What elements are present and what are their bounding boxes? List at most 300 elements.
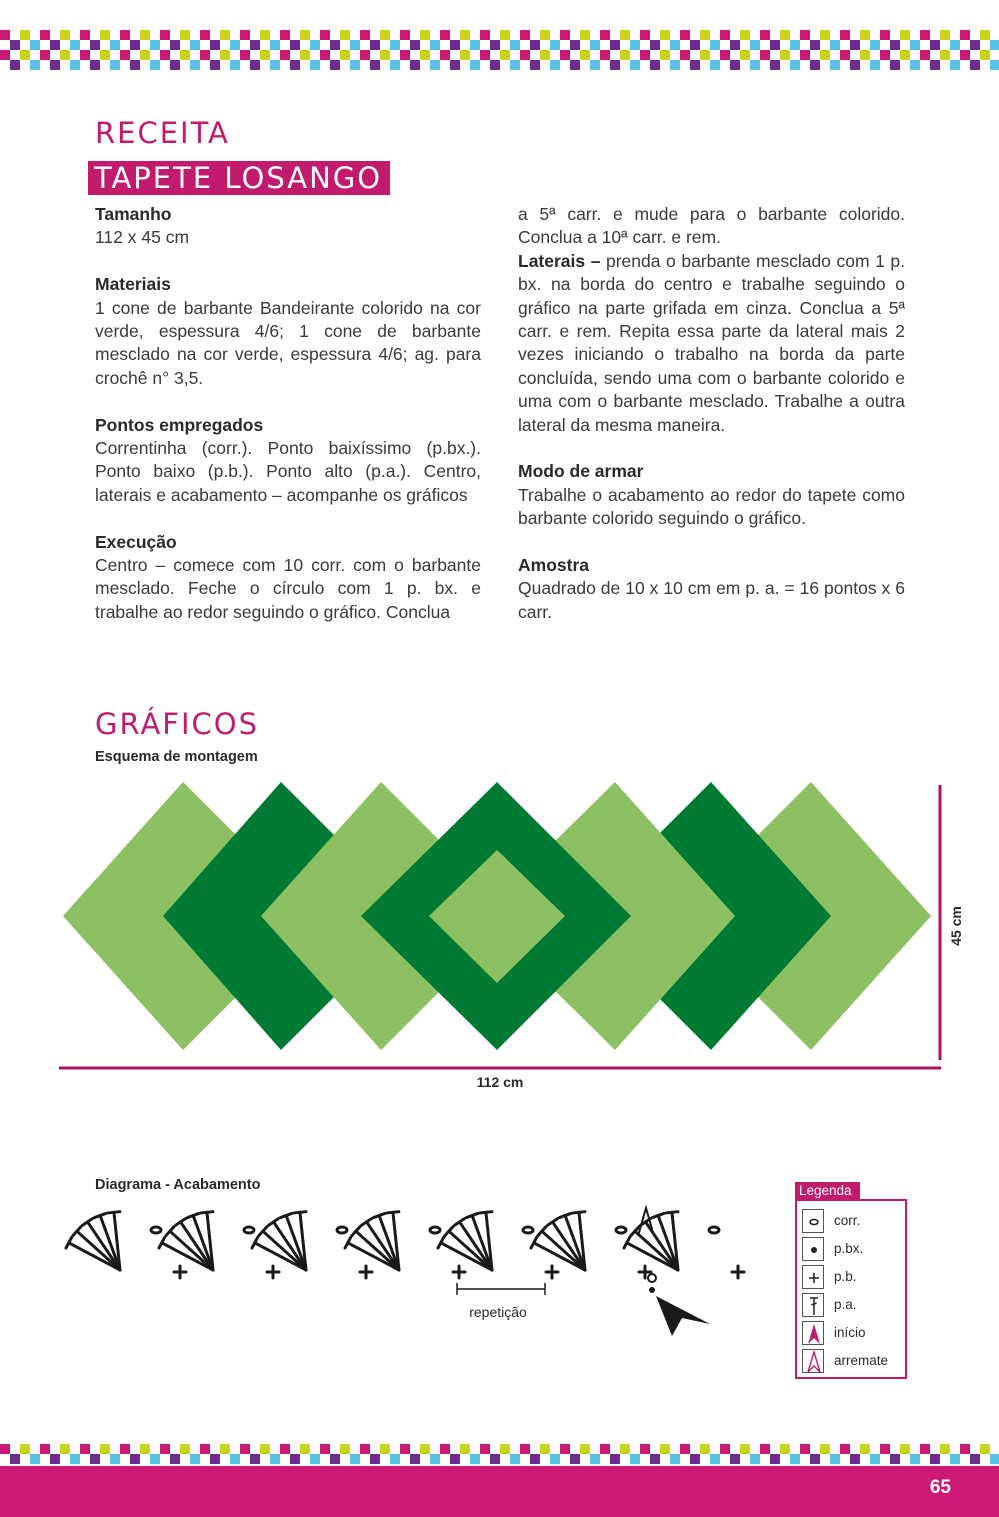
checker-square [900,30,910,40]
checker-square [140,50,150,60]
checker-square [470,40,480,50]
checker-square [580,1444,590,1454]
checker-square [460,1444,470,1454]
checker-square [450,60,460,70]
checker-square [580,50,590,60]
checker-square [10,60,20,70]
checker-square [580,30,590,40]
checker-square [780,50,790,60]
checker-square [180,1444,190,1454]
checker-square [810,40,820,50]
checker-square [20,1444,30,1454]
checker-square [380,50,390,60]
slip-stitch-icon [802,1237,824,1261]
single-crochet-mark [732,1266,744,1278]
checker-square [320,50,330,60]
checker-square [710,60,720,70]
checker-square [760,1444,770,1454]
checker-square [160,1444,170,1454]
checker-square [10,40,20,50]
checker-square [540,30,550,40]
checker-square [790,60,800,70]
checker-square [260,1444,270,1454]
checker-square [420,50,430,60]
checker-square [530,40,540,50]
checker-square [20,30,30,40]
stitch-cap [294,1212,306,1213]
finish-diagram-label: Diagrama - Acabamento [95,1177,261,1193]
checker-square [370,1454,380,1464]
checker-square [640,1444,650,1454]
checker-square [370,60,380,70]
checker-square [900,1444,910,1454]
section-label-recipe: RECEITA [95,116,230,150]
stitch-cap [666,1212,678,1213]
checker-square [800,50,810,60]
execution-text: Centro – comece com 10 corr. com o barbante mesclado. Feche o círculo com 1 p. bx. e trabalhe ao redor seguindo o gráfico. Conclua [95,555,481,622]
checker-square [560,50,570,60]
checker-square [440,1444,450,1454]
checker-square [600,50,610,60]
checker-square [990,60,999,70]
legend-label: corr. [834,1213,861,1228]
checker-square [90,1454,100,1464]
checker-square [720,1444,730,1454]
checker-square [170,1454,180,1464]
checker-square [690,40,700,50]
stitch-cap [573,1212,585,1213]
checker-square [870,1454,880,1464]
checker-square [790,1454,800,1464]
checker-square [330,60,340,70]
stitch-cap [480,1212,492,1213]
checker-square [370,40,380,50]
checker-square [490,60,500,70]
checker-square [550,60,560,70]
sample-heading: Amostra [518,555,589,576]
checker-square [980,30,990,40]
checker-square [590,40,600,50]
checker-square [800,1444,810,1454]
checker-square [640,30,650,40]
checker-square [230,60,240,70]
checker-square [710,1454,720,1464]
checker-square [750,40,760,50]
checker-square [50,40,60,50]
checker-square [760,30,770,40]
checker-square [630,40,640,50]
checker-square [350,40,360,50]
checker-square [630,1454,640,1464]
footer-bar [0,1466,999,1517]
checker-square [340,1444,350,1454]
checker-square [220,50,230,60]
checker-square [960,50,970,60]
checker-square [860,1444,870,1454]
start-arrow-icon [802,1321,824,1345]
chain-mark [430,1227,440,1233]
checker-square [880,30,890,40]
stitch-cap [467,1213,478,1217]
page-title: TAPETE LOSANGO [88,161,390,195]
checker-square [420,1444,430,1454]
checker-square [50,60,60,70]
height-label: 45 cm [948,906,964,946]
checker-square [620,1444,630,1454]
single-crochet-mark [174,1266,186,1278]
stitch-cap [188,1213,199,1217]
checker-square [640,50,650,60]
checker-square [0,50,10,60]
single-crochet-mark [453,1266,465,1278]
checker-square [240,50,250,60]
checker-square [920,50,930,60]
checker-square [200,50,210,60]
checker-square [250,60,260,70]
checker-square [290,60,300,70]
checker-square [380,30,390,40]
legend [795,1182,905,1378]
checker-square [460,50,470,60]
checker-square [830,40,840,50]
checker-square [40,1444,50,1454]
checker-square [740,30,750,40]
legend-label: p.b. [834,1269,857,1284]
checker-square [870,60,880,70]
checker-square [60,30,70,40]
checker-square [930,1454,940,1464]
checker-square [80,30,90,40]
checker-square [170,40,180,50]
checker-square [560,30,570,40]
checker-square [960,30,970,40]
checker-square [840,50,850,60]
stitch-cap [560,1213,571,1217]
checker-square [610,1454,620,1464]
checker-square [590,1454,600,1464]
checker-square [480,1444,490,1454]
checker-square [500,50,510,60]
checker-square [340,30,350,40]
checker-square [260,30,270,40]
checker-square [130,60,140,70]
checker-square [270,40,280,50]
text-column-right [518,203,905,624]
checker-square [410,40,420,50]
checker-square [940,50,950,60]
checker-square [320,1444,330,1454]
checker-square [810,60,820,70]
checker-square [390,1454,400,1464]
checker-square [380,1444,390,1454]
checker-square [400,30,410,40]
checker-square [340,50,350,60]
checker-square [110,40,120,50]
checker-square [120,30,130,40]
checker-square [680,1444,690,1454]
checker-square [190,1454,200,1464]
legend-label: p.a. [834,1297,857,1312]
checker-square [450,40,460,50]
checker-square [920,30,930,40]
checker-square [330,40,340,50]
size-heading: Tamanho [95,204,172,224]
checker-square [540,1444,550,1454]
checker-square [150,60,160,70]
chain-mark [523,1227,533,1233]
checker-square [910,40,920,50]
checker-square [350,1454,360,1464]
page-number: 65 [929,1477,951,1498]
checker-square [600,1444,610,1454]
stitch-cap [387,1212,399,1213]
checker-square [80,50,90,60]
checker-square [490,40,500,50]
checker-square [880,1444,890,1454]
checker-square [900,50,910,60]
checker-square [180,50,190,60]
checker-square [280,30,290,40]
checker-square [290,1454,300,1464]
checker-square [700,50,710,60]
chain-mark [616,1227,626,1233]
checker-square [770,1454,780,1464]
size-text: 112 x 45 cm [95,227,190,248]
checker-square [690,1454,700,1464]
materials-heading: Materiais [95,274,171,295]
checker-square [410,1454,420,1464]
checker-square [310,60,320,70]
checker-square [60,50,70,60]
checker-square [400,50,410,60]
checker-square [890,40,900,50]
legend-box [795,1199,907,1379]
checker-square [750,1454,760,1464]
checker-square [780,30,790,40]
checker-square [950,1454,960,1464]
checker-square [820,30,830,40]
chain-mark [337,1227,347,1233]
checker-square [920,1444,930,1454]
checker-square [520,30,530,40]
checker-square [410,60,420,70]
checker-square [890,1454,900,1464]
checker-square [30,40,40,50]
checker-square [570,40,580,50]
start-arrow-mark [656,1296,710,1336]
checker-square [500,1444,510,1454]
checker-square [390,60,400,70]
checker-square [840,30,850,40]
checker-square [700,1444,710,1454]
checker-square [680,30,690,40]
materials-text: 1 cone de barbante Bandeirante colorido na cor verde, espessura 4/6; 1 cone de barbante mesclado na cor verde, espessura 4/6; ag. para crochê n° 3,5. [95,297,481,388]
checker-square [0,30,10,40]
checker-square [200,30,210,40]
checker-square [820,50,830,60]
checker-square [930,60,940,70]
checker-square [180,30,190,40]
checker-square [650,40,660,50]
checker-square [480,50,490,60]
chain-mark [151,1227,161,1233]
checker-square [570,60,580,70]
checker-square [230,40,240,50]
checker-square [120,50,130,60]
checker-square [140,1444,150,1454]
checker-square [670,1454,680,1464]
checker-square [100,30,110,40]
checker-square [120,1444,130,1454]
checker-square [930,40,940,50]
checker-square [0,1444,10,1454]
checker-square [780,1444,790,1454]
checker-square [30,1454,40,1464]
checker-square [420,30,430,40]
checker-square [240,1444,250,1454]
assembly-text: Trabalhe o acabamento ao redor do tapete como barbante colorido seguindo o gráfico. [518,484,905,529]
checker-square [390,40,400,50]
single-crochet-mark [546,1266,558,1278]
checker-square [140,30,150,40]
checker-square [940,1444,950,1454]
checker-square [830,1454,840,1464]
checker-square [190,40,200,50]
stitch-cap [653,1213,664,1217]
checker-square [230,1454,240,1464]
checker-square [960,1444,970,1454]
checker-square [680,50,690,60]
checker-square [620,30,630,40]
checker-square [740,1444,750,1454]
top-checker-border [0,30,999,70]
checker-square [670,40,680,50]
assembly-heading: Modo de armar [518,461,644,482]
checker-square [300,30,310,40]
checker-square [320,30,330,40]
checker-square [860,50,870,60]
legend-label: p.bx. [834,1241,864,1256]
checker-square [790,40,800,50]
checker-square [250,1454,260,1464]
checker-square [300,50,310,60]
checker-square [360,1444,370,1454]
checker-square [720,30,730,40]
checker-square [850,1454,860,1464]
checker-square [40,30,50,40]
checker-square [510,40,520,50]
checker-square [590,60,600,70]
checker-square [500,30,510,40]
checker-square [560,1444,570,1454]
checker-square [750,60,760,70]
checker-square [60,1444,70,1454]
checker-square [70,60,80,70]
checker-square [970,60,980,70]
checker-square [470,60,480,70]
checker-square [30,60,40,70]
checker-square [40,50,50,60]
checker-square [260,50,270,60]
checker-square [730,1454,740,1464]
finish-stitch-diagram [90,1200,770,1340]
checker-square [820,1444,830,1454]
checker-square [530,60,540,70]
assembly-diagram-label: Esquema de montagem [95,749,258,765]
checker-square [660,50,670,60]
checker-square [980,1444,990,1454]
checker-square [100,50,110,60]
checker-square [970,1454,980,1464]
checker-square [430,60,440,70]
checker-square [600,30,610,40]
checker-square [630,60,640,70]
checker-square [650,1454,660,1464]
checker-square [710,40,720,50]
single-crochet-mark [360,1266,372,1278]
checker-square [990,1454,999,1464]
checker-square [970,40,980,50]
legend-label: arremate [834,1353,889,1368]
checker-square [530,1454,540,1464]
checker-square [70,40,80,50]
checker-square [870,40,880,50]
checker-square [150,1454,160,1464]
checker-square [770,40,780,50]
double-crochet-icon [802,1293,824,1317]
checker-square [760,50,770,60]
checker-square [510,1454,520,1464]
bottom-checker-border [0,1440,999,1466]
checker-square [520,1444,530,1454]
checker-square [300,1444,310,1454]
checker-square [850,40,860,50]
repeat-label: repetição [469,1304,527,1320]
checker-square [840,1444,850,1454]
sample-text: Quadrado de 10 x 10 cm em p. a. = 16 pontos x 6 carr. [518,578,905,622]
checker-square [700,30,710,40]
single-crochet-mark [267,1266,279,1278]
checker-square [80,1444,90,1454]
checker-square [430,1454,440,1464]
checker-square [160,50,170,60]
checker-square [620,50,630,60]
checker-square [210,1454,220,1464]
checker-square [690,60,700,70]
checker-square [470,1454,480,1464]
checker-square [610,60,620,70]
checker-square [270,1454,280,1464]
checker-square [980,50,990,60]
checker-square [360,30,370,40]
checker-square [650,60,660,70]
checker-square [950,60,960,70]
finish-arrow-icon [802,1349,824,1373]
checker-square [430,40,440,50]
checker-square [110,60,120,70]
checker-square [510,60,520,70]
checker-square [800,30,810,40]
checker-square [220,30,230,40]
stitch-cap [374,1213,385,1217]
checker-square [770,60,780,70]
checker-square [280,1444,290,1454]
sides-label: Laterais – [518,250,601,271]
checker-square [460,30,470,40]
checker-square [90,60,100,70]
checker-square [890,60,900,70]
checker-square [610,40,620,50]
